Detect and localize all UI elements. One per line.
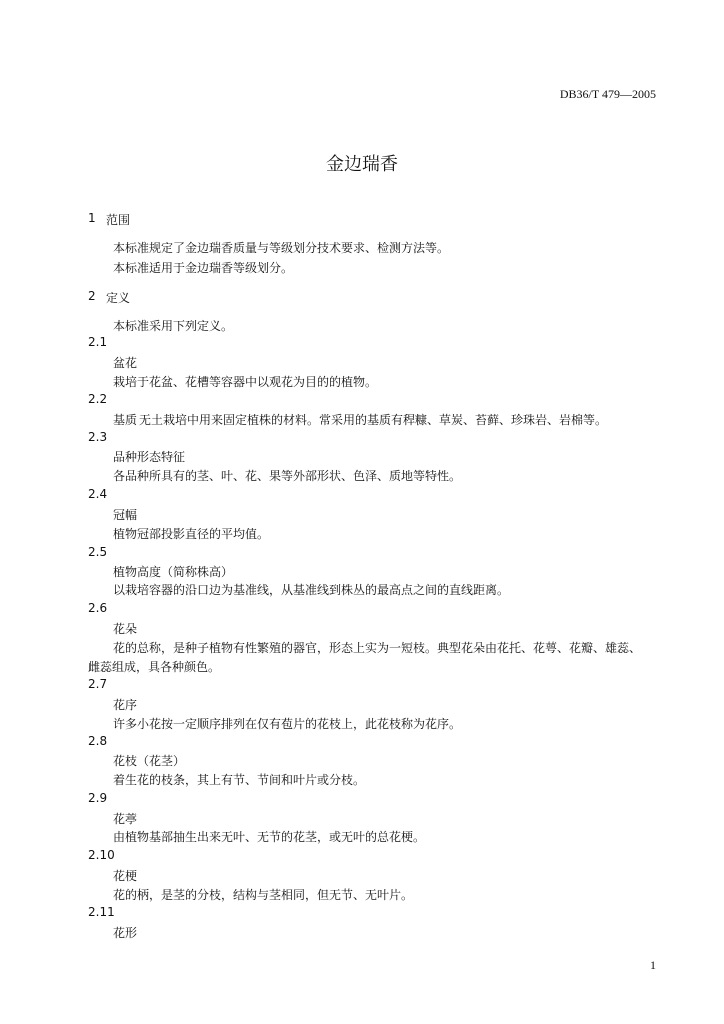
- definition-number: 2.4: [88, 487, 108, 501]
- definition-text: 由植物基部抽生出来无叶、无节的花茎，或无叶的总花梗。: [113, 830, 426, 844]
- definition-number: 2.7: [88, 677, 108, 691]
- definition-text: 各品种所具有的茎、叶、花、果等外部形状、色泽、质地等特性。: [113, 469, 462, 483]
- definition-text: 栽培于花盆、花槽等容器中以观花为目的的植物。: [113, 375, 378, 389]
- definition-term: 植物高度（简称株高）: [113, 565, 234, 579]
- definition-number: 2.11: [88, 905, 115, 919]
- definition-text: 无土栽培中用来固定植株的材料。常采用的基质有稈糠、草炭、苔藓、珍珠岩、岩棉等。: [139, 413, 608, 427]
- definition-text: 花的柄，是茎的分枝，结构与茎相同，但无节、无叶片。: [113, 888, 414, 902]
- definition-text: 花的总称，是种子植物有性繁殖的器官，形态上实为一短枝。典型花朵由花托、花萼、花瓣、雄蕊、: [113, 641, 642, 655]
- section-1-number: 1: [88, 211, 96, 225]
- definition-number: 2.8: [88, 734, 108, 748]
- document-number: DB36/T 479—2005: [559, 87, 656, 101]
- section-2-heading: 定义: [106, 291, 131, 305]
- definition-text: 许多小花按一定顺序排列在仅有苞片的花枝上，此花枝称为花序。: [113, 717, 462, 731]
- definition-number: 2.9: [88, 791, 108, 805]
- section-2-number: 2: [88, 289, 96, 303]
- section-1-heading: 范围: [106, 213, 131, 227]
- definition-number: 2.3: [88, 430, 108, 444]
- definition-term: 花梗: [113, 869, 138, 883]
- definition-number: 2.10: [88, 848, 115, 862]
- definition-text: 着生花的枝条，其上有节、节间和叶片或分枝。: [113, 773, 366, 787]
- definition-term: 基质: [113, 413, 138, 427]
- definition-term: 花形: [113, 926, 138, 940]
- definition-text: 以栽培容器的沿口边为基准线，从基准线到株丛的最高点之间的直线距离。: [113, 583, 510, 597]
- definition-number: 2.1: [88, 335, 108, 349]
- definition-text-continued: 雌蕊组成，具各种颜色。: [88, 660, 221, 674]
- definition-term: 花序: [113, 698, 138, 712]
- definition-term: 冠幅: [113, 508, 138, 522]
- section-1-paragraph-1: 本标准规定了金边瑞香质量与等级划分技术要求、检测方法等。: [113, 241, 450, 255]
- definition-term: 品种形态特征: [113, 450, 186, 464]
- definition-text: 植物冠部投影直径的平均值。: [113, 527, 270, 541]
- definition-number: 2.6: [88, 601, 108, 615]
- section-1-paragraph-2: 本标准适用于金边瑞香等级划分。: [113, 261, 294, 275]
- page-title: 金边瑞香: [326, 154, 398, 175]
- definition-number: 2.2: [88, 392, 108, 406]
- definition-term: 花朵: [113, 622, 138, 636]
- definition-term: 花葶: [113, 812, 138, 826]
- definition-number: 2.5: [88, 545, 108, 559]
- definition-term: 盆花: [113, 356, 138, 370]
- section-2-intro: 本标准采用下列定义。: [113, 319, 234, 333]
- page-number: 1: [650, 958, 656, 972]
- definition-term: 花枝（花茎）: [113, 754, 186, 768]
